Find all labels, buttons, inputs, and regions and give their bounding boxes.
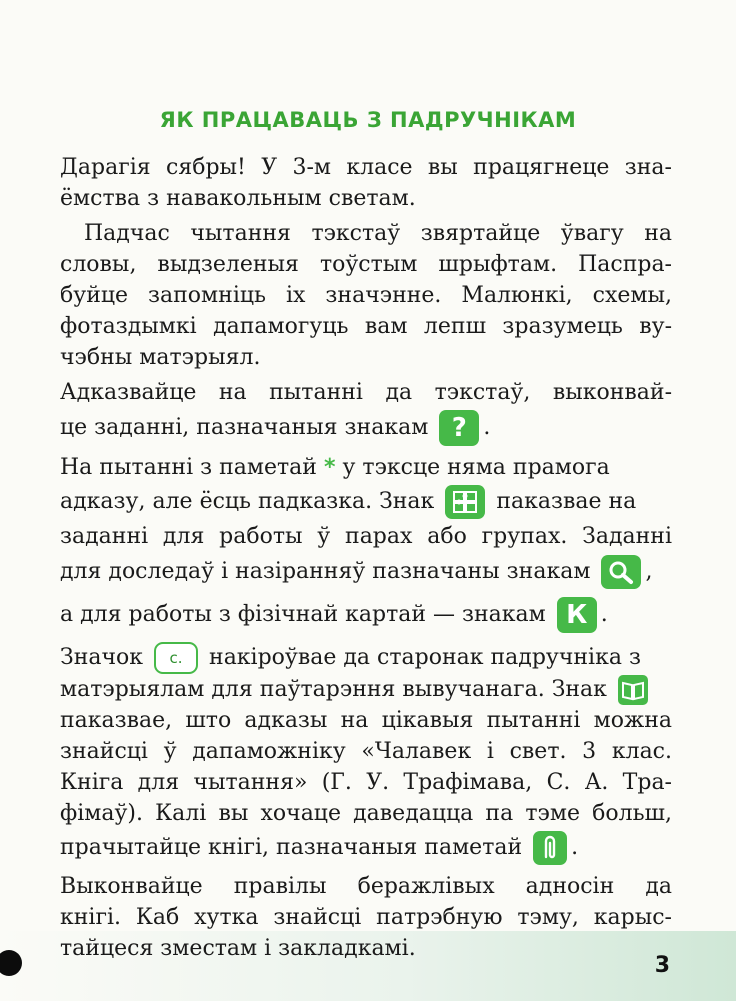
- paragraph-icons: [60, 452, 672, 638]
- puzzle-icon: [445, 485, 485, 519]
- body-text: [60, 152, 672, 968]
- text-line: Кніга для чытання» (Г. У. Трафімава, С. А. Тра-: [60, 770, 672, 795]
- map-k-icon: К: [557, 597, 597, 633]
- text-fragment: На пытанні з паметай: [60, 455, 317, 480]
- text-fragment: адказу, але ёсць падказка. Знак: [60, 489, 435, 514]
- text-line: фімаў). Калі вы хочаце даведацца па тэме больш,: [60, 801, 672, 826]
- text-line: словы, выдзеленыя тоўстым шрыфтам. Паспра-: [60, 252, 672, 277]
- text-line: буйце запомніць іх значэнне. Малюнкі, схемы,: [60, 283, 672, 308]
- text-line: [60, 408, 672, 448]
- star-icon: *: [323, 455, 336, 480]
- book-icon: [618, 675, 648, 705]
- page-number: 3: [654, 953, 670, 978]
- text-line: [60, 829, 672, 867]
- text-fragment: накіроўвае да старонак падручніка з: [209, 645, 641, 670]
- page-title: ЯК ПРАЦАВАЦЬ З ПАДРУЧНІКАМ: [159, 108, 577, 132]
- text-line: тайцеся зместам і закладкамі.: [60, 936, 416, 961]
- text-line: Падчас чытання тэкстаў звяртайце ўвагу на: [84, 221, 672, 246]
- text-fragment: ,: [645, 559, 653, 584]
- text-fragment: прачытайце кнігі, пазначаныя паметай: [60, 835, 523, 860]
- text-fragment: матэрыялам для паўтарэння вывучанага. Знак: [60, 677, 607, 702]
- text-line: [60, 483, 672, 521]
- text-fragment: Значок: [60, 645, 144, 670]
- text-line: знайсці ў дапаможніку «Чалавек і свет. 3 клас.: [60, 739, 672, 764]
- paragraph-care: [60, 871, 672, 964]
- text-fragment: для доследаў і назіранняў пазначаны знакам: [60, 559, 591, 584]
- text-fragment: у тэксце няма прамога: [342, 455, 610, 480]
- text-fragment: паказвае на: [496, 489, 637, 514]
- magnifier-icon: [601, 555, 641, 589]
- page-ref-icon: с.: [154, 642, 198, 674]
- text-line: паказвае, што адказы на цікавыя пытанні можна: [60, 708, 672, 733]
- question-icon: ?: [439, 410, 479, 446]
- text-line: ёмства з навакольным светам.: [60, 186, 416, 211]
- text-fragment: .: [571, 835, 579, 860]
- text-line: чэбны матэрыял.: [60, 345, 261, 370]
- text-fragment: це заданні, пазначаныя знакам: [60, 415, 429, 440]
- text-line: [60, 552, 672, 592]
- text-fragment: а для работы з фізічнай картай — знакам: [60, 602, 546, 627]
- text-line: кнігі. Каб хутка знайсці патрэбную тэму, карыс-: [60, 905, 672, 930]
- text-line: Дарагія сябры! У 3-м класе вы працягнеце зна-: [60, 155, 672, 180]
- paragraph-questions: [60, 377, 672, 448]
- text-line: фотаздымкі дапамогуць вам лепш зразумець ву-: [60, 314, 672, 339]
- paragraph-references: [60, 642, 672, 867]
- text-line: заданні для работы ў парах або групах. Заданні: [60, 524, 672, 549]
- text-line: [60, 674, 672, 705]
- text-line: [60, 452, 672, 483]
- paragraph-intro: [60, 152, 672, 214]
- text-fragment: .: [483, 415, 491, 440]
- text-line: Адказвайце на пытанні да тэкстаў, выконвай-: [60, 380, 672, 405]
- text-line: Выконвайце правілы беражлівых адносін да: [60, 874, 672, 899]
- text-line: [60, 642, 672, 674]
- text-line: [60, 592, 672, 638]
- paragraph-reading: [60, 218, 672, 373]
- text-fragment: .: [600, 602, 608, 627]
- paperclip-icon: [533, 831, 567, 865]
